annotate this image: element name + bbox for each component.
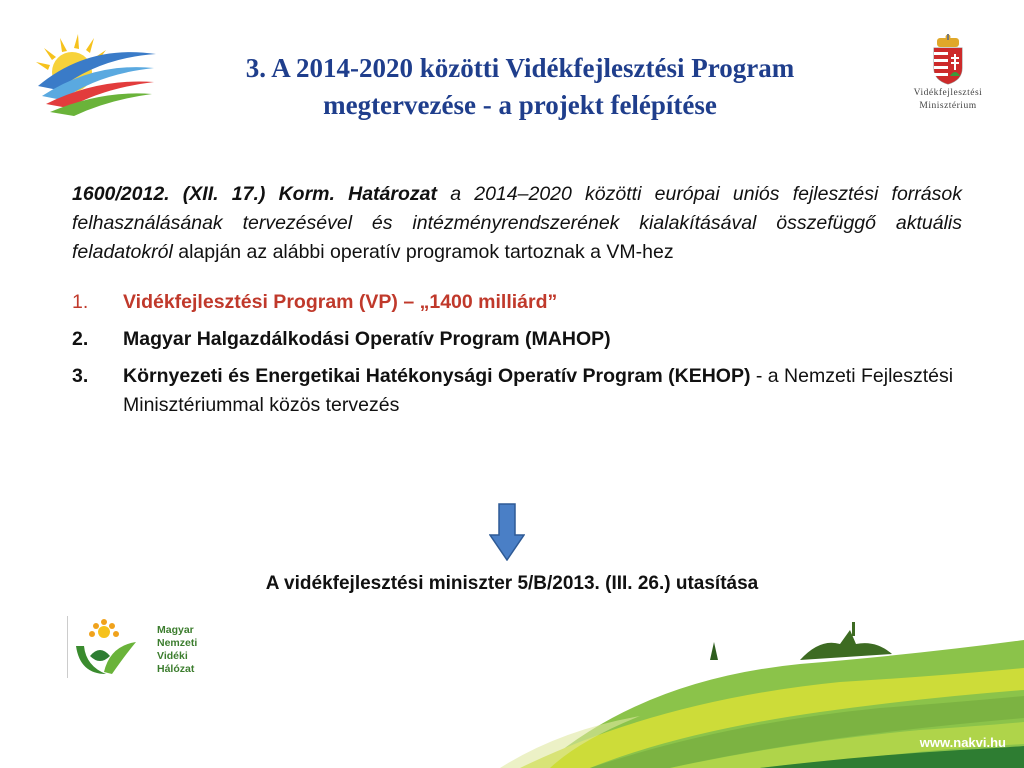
- network-name-line-2: Nemzeti: [157, 637, 198, 649]
- ministry-name-line-1: Vidékfejlesztési: [913, 88, 983, 98]
- program-number: 3.: [72, 365, 89, 387]
- coat-of-arms-icon: [928, 34, 968, 86]
- ministerial-instruction: A vidékfejlesztési miniszter 5/B/2013. (III. 26.) utasítása: [265, 573, 759, 594]
- network-name-line-4: Hálózat: [157, 663, 195, 675]
- rural-network-emblem-icon: [70, 616, 154, 678]
- ministry-logo: [888, 34, 1008, 112]
- slide-body: [72, 180, 962, 428]
- network-name-line-3: Vidéki: [157, 650, 188, 662]
- decree-reference: 1600/2012. (XII. 17.) Korm. Határozat a 2014–2020 közötti európai uniós fejlesztési források felhasználásának tervezésével és intézményrendszerének kialakításával összefüggő aktuális feladatokról: [72, 183, 962, 263]
- program-number: 1.: [72, 291, 89, 313]
- program-list: [72, 288, 962, 420]
- down-arrow-icon: [489, 503, 525, 561]
- program-item-3: [72, 362, 962, 420]
- slide-title: [170, 50, 870, 124]
- program-item-1: [72, 288, 962, 317]
- title-line-2: megtervezése - a projekt felépítése: [323, 90, 717, 120]
- program-note: - a Nemzeti Fejlesztési Minisztériummal közös tervezés: [123, 365, 954, 416]
- ministry-name-line-2: Minisztérium: [919, 101, 977, 111]
- title-line-1: 3. A 2014-2020 közötti Vidékfejlesztési Program: [245, 53, 795, 83]
- intro-paragraph: [72, 180, 962, 267]
- program-title: Vidékfejlesztési Program (VP) – „1400 milliárd”: [123, 291, 558, 313]
- program-title: Környezeti és Energetikai Hatékonysági Operatív Program (KEHOP): [123, 365, 751, 387]
- program-title: Magyar Halgazdálkodási Operatív Program (MAHOP): [123, 328, 611, 350]
- website-url: www.nakvi.hu: [919, 735, 1006, 750]
- intro-tail: alapján az alábbi operatív programok tartoznak a VM-hez: [172, 241, 674, 263]
- rural-development-logo: [28, 24, 160, 116]
- network-name-line-1: Magyar: [157, 624, 194, 636]
- program-number: 2.: [72, 328, 89, 350]
- program-item-2: [72, 325, 962, 354]
- rural-network-logo: [67, 616, 200, 678]
